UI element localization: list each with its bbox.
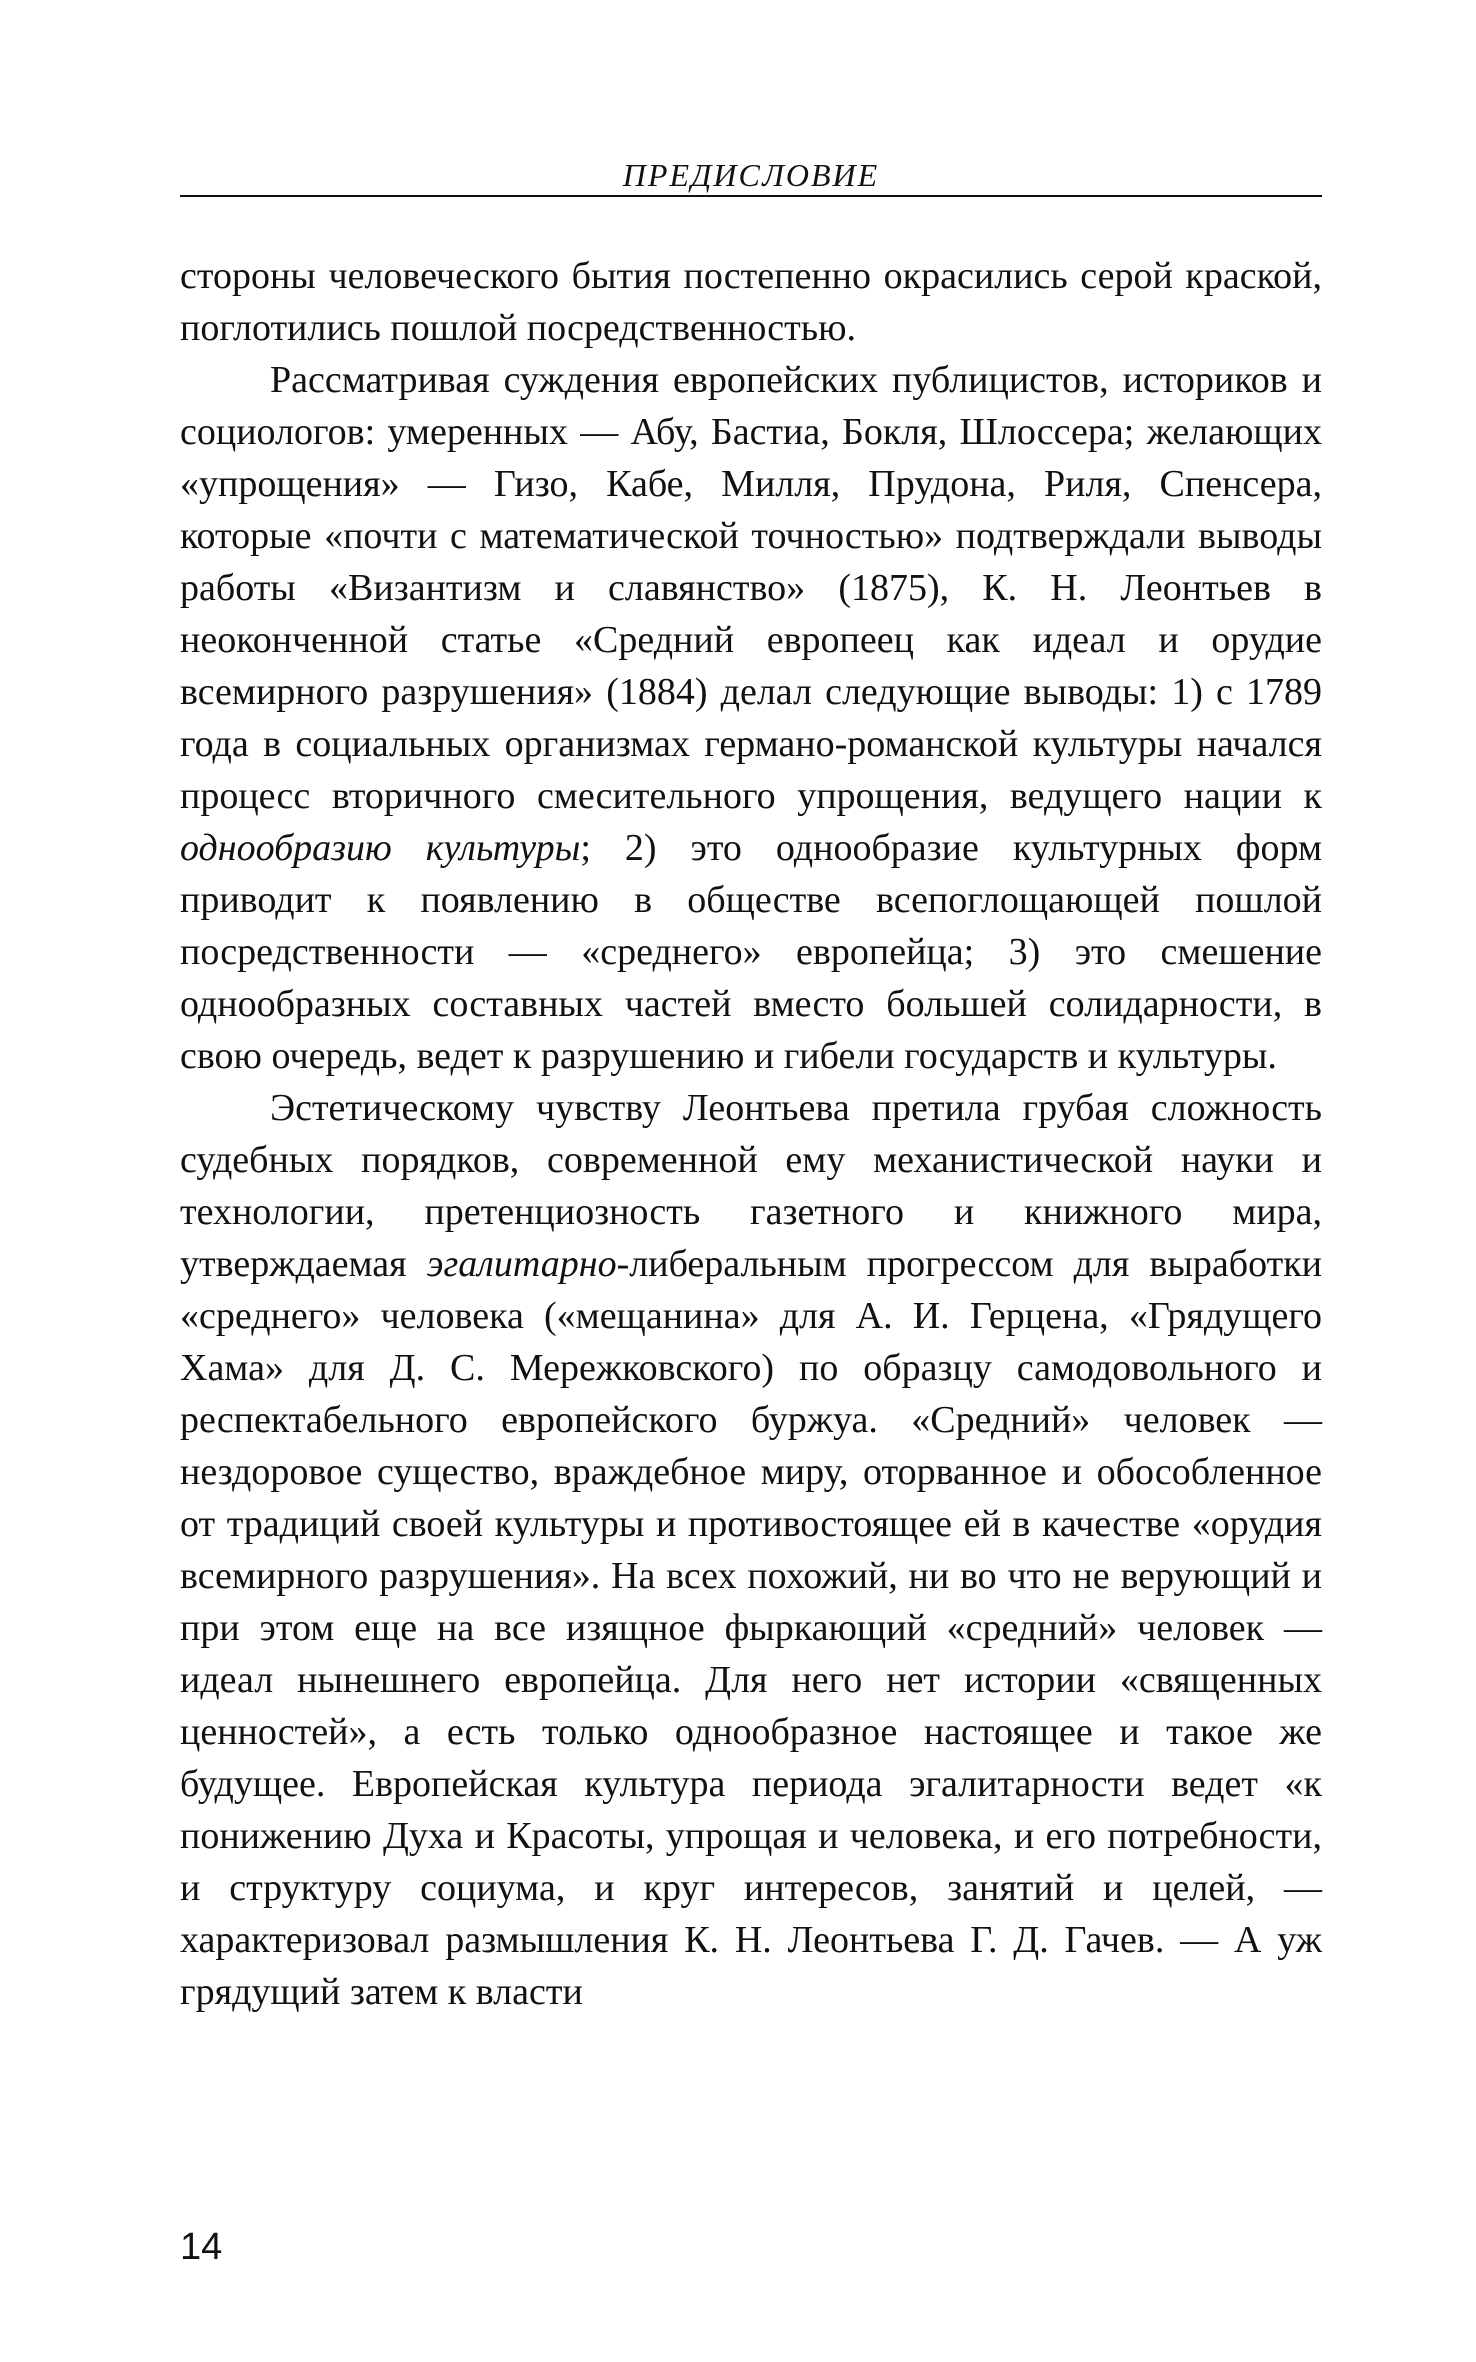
text-segment: Рассматривая суждения европейских публицистов, историков и социологов: умеренных — Абу, Бастиа, Бокля, Шлоссера; желающих «упрощения» — Гизо, Кабе, Милля, Прудона, Риля, Спенсера, которые «почти с математической точностью» подтверждали выводы работы «Византизм и славянство» (1875), К. Н. Леонтьев в неоконченной статье «Средний европеец как идеал и орудие всемирного разрушения» (1884) делал следующие выводы: 1) с 1789 года в социальных организмах германо-романской культуры начался процесс вторичного смесительного упрощения, ведущего нации к <box>180 359 1322 817</box>
paragraph-2 <box>180 354 1322 1082</box>
paragraph-3 <box>180 1082 1322 2018</box>
header-rule <box>180 195 1322 197</box>
paragraph-1 <box>180 250 1322 354</box>
text-segment: стороны человеческого бытия постепенно окрасились серой краской, поглотились пошлой посредственностью. <box>180 255 1322 349</box>
page-number: 14 <box>180 2226 223 2268</box>
italic-text-segment: однообразию культуры <box>180 827 581 869</box>
running-head: ПРЕДИСЛОВИЕ <box>622 157 880 193</box>
text-segment: Эстетическому чувству Леонтьева претила грубая сложность судебных порядков, современной ему механистической науки и технологии, претенциозность газетного и книжного мира, утверждаемая <box>180 1087 1322 1285</box>
body-text <box>180 250 1322 2018</box>
text-segment: -либеральным прогрессом для выработки «среднего» человека («мещанина» для А. И. Герцена, «Грядущего Хама» для Д. С. Мережковского) по образцу самодовольного и респектабельного европейского буржуа. «Средний» человек — нездоровое существо, враждебное миру, оторванное и обособленное от традиций своей культуры и противостоящее ей в качестве «орудия всемирного разрушения». На всех похожий, ни во что не верующий и при этом еще на все изящное фыркающий «средний» человек — идеал нынешнего европейца. Для него нет истории «священных ценностей», а есть только однообразное настоящее и такое же будущее. Европейская культура периода эгалитарности ведет «к понижению Духа и Красоты, упрощая и человека, и его потребности, и структуру социума, и круг интересов, занятий и целей, — характеризовал размышления К. Н. Леонтьева Г. Д. Гачев. — А уж грядущий затем к власти <box>180 1243 1322 2013</box>
text-segment: ; 2) это однообразие культурных форм приводит к появлению в обществе всепоглощающей пошлой посредственности — «среднего» европейца; 3) это смешение однообразных составных частей вместо большей солидарности, в свою очередь, ведет к разрушению и гибели государств и культуры. <box>180 827 1322 1077</box>
italic-text-segment: эгалитарно <box>426 1243 617 1285</box>
